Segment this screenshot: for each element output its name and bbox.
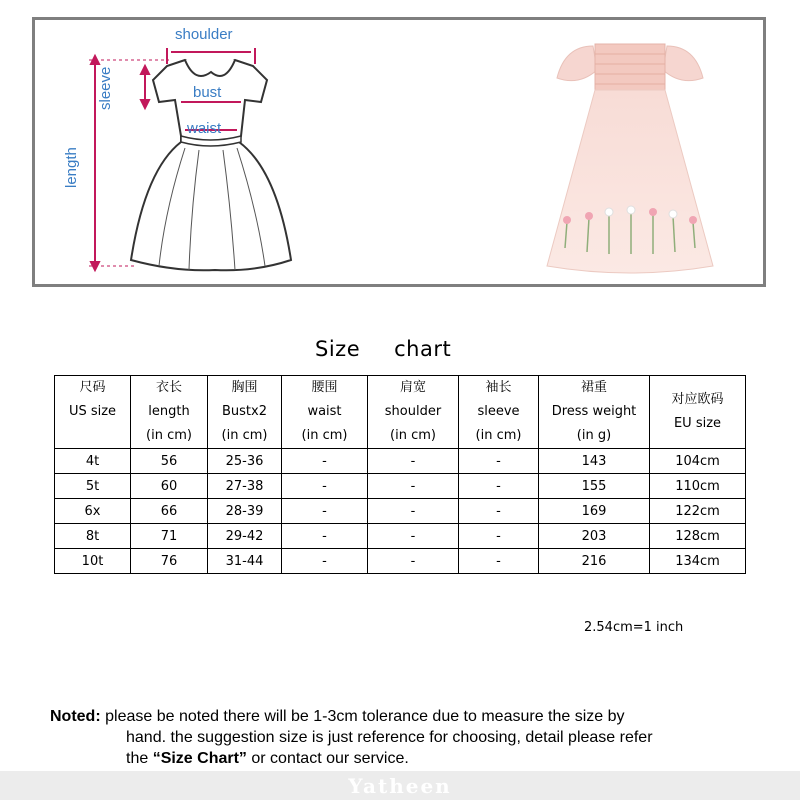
table-cell: 4t (55, 449, 131, 474)
header-en: waist (307, 404, 342, 419)
header-en: US size (68, 404, 117, 419)
table-cell: 27-38 (208, 474, 282, 499)
table-cell: 71 (131, 524, 208, 549)
table-cell: 66 (131, 499, 208, 524)
header-bust (208, 376, 282, 449)
size-chart-title-b: chart (394, 337, 452, 361)
table-cell: 169 (539, 499, 650, 524)
table-cell: 143 (539, 449, 650, 474)
table-cell: - (459, 499, 539, 524)
table-cell: - (282, 499, 368, 524)
size-table (54, 375, 746, 574)
size-chart-title-a: Size (315, 337, 361, 361)
header-unit: (in g) (576, 428, 612, 443)
bust-label: bust (193, 84, 222, 101)
dress-sketch-icon (35, 20, 335, 284)
table-cell: - (368, 449, 459, 474)
waist-label: waist (187, 120, 222, 137)
table-cell: - (459, 474, 539, 499)
header-unit: (in cm) (301, 428, 348, 443)
note-line-3 (50, 748, 760, 769)
dress-measurement-diagram (35, 20, 335, 284)
header-unit: (in cm) (221, 428, 268, 443)
header-cn: 衣长 (155, 380, 182, 395)
table-cell: - (459, 549, 539, 574)
table-cell: 128cm (650, 524, 746, 549)
size-chart-title (315, 337, 451, 361)
table-cell: - (368, 499, 459, 524)
table-cell: - (282, 474, 368, 499)
header-cn: 胸围 (231, 380, 258, 395)
note-line-3-pre: the (126, 750, 153, 767)
note-line-3-post: or contact our service. (246, 750, 409, 767)
note-label: Noted: (50, 708, 101, 725)
header-shoulder (368, 376, 459, 449)
table-row (55, 499, 746, 524)
table-cell: - (368, 524, 459, 549)
table-cell: 56 (131, 449, 208, 474)
header-cn: 袖长 (485, 380, 512, 395)
table-cell: 122cm (650, 499, 746, 524)
table-cell: 25-36 (208, 449, 282, 474)
sleeve-label: sleeve (97, 66, 114, 110)
table-cell: - (368, 474, 459, 499)
table-cell: 5t (55, 474, 131, 499)
header-unit: (in cm) (390, 428, 436, 443)
table-cell: - (459, 449, 539, 474)
table-header-row (55, 376, 746, 449)
table-cell: - (282, 549, 368, 574)
header-en: sleeve (477, 404, 520, 419)
note-line-2: hand. the suggestion size is just reference for choosing, detail please refer (126, 729, 653, 746)
header-dress-weight (539, 376, 650, 449)
table-cell: 6x (55, 499, 131, 524)
header-cn: 腰围 (311, 380, 338, 395)
table-row (55, 524, 746, 549)
note-line-1: please be noted there will be 1-3cm tolerance due to measure the size by (105, 708, 625, 725)
header-us-size (55, 376, 131, 449)
measurement-panel (32, 17, 766, 287)
table-row (55, 549, 746, 574)
table-cell: 8t (55, 524, 131, 549)
size-chart-reference: “Size Chart” (152, 750, 247, 767)
header-length (131, 376, 208, 449)
header-en: length (148, 404, 190, 419)
table-cell: - (282, 449, 368, 474)
table-cell: 216 (539, 549, 650, 574)
table-cell: 104cm (650, 449, 746, 474)
table-row (55, 474, 746, 499)
header-en: EU size (673, 416, 722, 431)
header-en: shoulder (384, 404, 442, 419)
table-cell: 29-42 (208, 524, 282, 549)
table-cell: 76 (131, 549, 208, 574)
header-cn: 裙重 (580, 380, 607, 395)
cm-inch-conversion: 2.54cm=1 inch (584, 620, 684, 635)
header-cn: 对应欧码 (671, 392, 724, 407)
header-sleeve (459, 376, 539, 449)
table-cell: 134cm (650, 549, 746, 574)
table-cell: 31-44 (208, 549, 282, 574)
header-unit: (in cm) (475, 428, 522, 443)
header-unit: (in cm) (146, 428, 192, 443)
header-en: Bustx2 (222, 404, 267, 419)
table-row (55, 449, 746, 474)
table-cell: - (459, 524, 539, 549)
brand-watermark: Yatheen (348, 774, 452, 798)
table-cell: - (368, 549, 459, 574)
shoulder-label: shoulder (175, 26, 233, 43)
header-en: Dress weight (551, 404, 637, 419)
header-cn: 尺码 (79, 380, 106, 395)
note-paragraph (50, 706, 760, 769)
table-cell: 60 (131, 474, 208, 499)
table-cell: 155 (539, 474, 650, 499)
dress-photo (535, 26, 725, 278)
table-cell: 28-39 (208, 499, 282, 524)
header-waist (282, 376, 368, 449)
table-cell: - (282, 524, 368, 549)
table-cell: 203 (539, 524, 650, 549)
table-cell: 110cm (650, 474, 746, 499)
header-eu-size (650, 376, 746, 449)
table-cell: 10t (55, 549, 131, 574)
header-cn: 肩宽 (399, 380, 426, 395)
length-label: length (63, 147, 80, 188)
